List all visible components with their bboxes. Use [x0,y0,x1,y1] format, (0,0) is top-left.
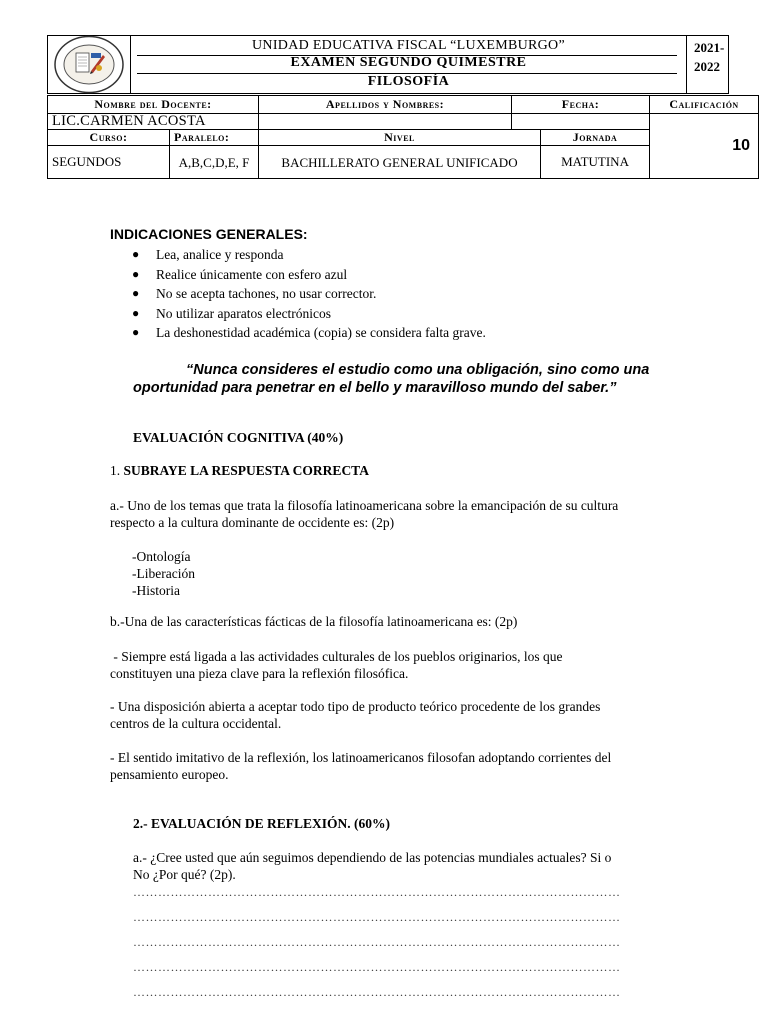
option-b-1[interactable] [110,648,563,682]
option-text: constituyen una pieza clave para la reflexión filosófica. [110,666,409,681]
quote-line-2: oportunidad para penetrar en el bello y maravilloso mundo del saber.” [133,380,617,396]
level-header: Nivel [259,130,541,146]
year-end: 2022 [694,59,720,74]
student-name-field[interactable] [259,114,512,130]
parallel-value: A,B,C,D,E, F [170,146,259,179]
reflection-section-title: 2.- EVALUACIÓN DE REFLEXIÓN. (60%) [133,816,391,831]
option-text: - Una disposición abierta a aceptar todo tipo de producto teórico procedente de los grandes [110,699,601,714]
quote-line-1: “Nunca consideres el estudio como una obligación, sino como una [186,362,650,378]
question-1-number: 1. [110,463,121,478]
parallel-header: Paralelo: [170,130,259,146]
course-header: Curso: [48,130,170,146]
cognitive-section-title: EVALUACIÓN COGNITIVA (40%) [133,430,344,445]
instruction-item: ● Realice únicamente con esfero azul [132,266,348,282]
question-1-title: SUBRAYE LA RESPUESTA CORRECTA [123,463,369,478]
answer-line[interactable]: ……………………………………………………………………………………………………… [133,985,621,999]
exam-title: EXAMEN SEGUNDO QUIMESTRE [290,55,527,70]
question-a-line: respecto a la cultura dominante de occidente es: (2p) [110,515,395,530]
answer-line[interactable]: ……………………………………………………………………………………………………… [133,910,621,924]
option-liberacion[interactable]: -Liberación [132,566,195,581]
option-text: pensamiento europeo. [110,767,229,782]
question-a [110,497,618,531]
answer-line[interactable]: ……………………………………………………………………………………………………… [133,935,621,949]
logo-cell [47,35,131,94]
question-a-line: a.- Uno de los temas que trata la filosofía latinoamericana sobre la emancipación de su cultura [110,498,619,513]
option-text: centros de la cultura occidental. [110,716,282,731]
instructions-title: INDICACIONES GENERALES: [110,226,308,242]
school-name: UNIDAD EDUCATIVA FISCAL “LUXEMBURGO” [252,38,565,53]
date-field[interactable] [512,114,650,130]
instruction-item: ● No utilizar aparatos electrónicos [132,305,332,321]
year-cell [686,35,729,94]
instruction-item: ● La deshonestidad académica (copia) se considera falta grave. [132,325,486,340]
subject-title: FILOSOFÍA [367,74,450,89]
question-b: b.-Una de las características fácticas de la filosofía latinoamericana es: (2p) [110,614,518,629]
answer-lines [133,880,693,1005]
question-1-heading [110,463,369,479]
option-text: - El sentido imitativo de la reflexión, los latinoamericanos filosofan adoptando corrientes del [110,750,612,765]
option-b-3[interactable] [110,749,611,783]
shift-value: MATUTINA [541,146,650,179]
reflection-question-line: a.- ¿Cree usted que aún seguimos dependiendo de las potencias mundiales actuales? Si o [133,850,612,865]
reflection-question-a [133,849,611,883]
year-start: 2021- [694,40,725,55]
grade-header: Calificación [650,96,759,114]
teacher-name-header: Nombre del Docente: [48,96,259,114]
instruction-item: ● No se acepta tachones, no usar corrector. [132,286,377,301]
option-historia[interactable]: -Historia [132,583,180,598]
option-text: - Siempre está ligada a las actividades culturales de los pueblos originarios, los que [110,649,563,664]
date-header: Fecha: [512,96,650,114]
grade-value: 10 [650,114,759,179]
answer-line[interactable]: ……………………………………………………………………………………………………… [133,885,621,899]
reflection-question-line: No ¿Por qué? (2p). [133,867,236,882]
instructions-list [132,245,692,343]
option-b-2[interactable] [110,698,600,732]
course-value: SEGUNDOS [48,146,170,179]
question-a-options [132,548,195,599]
student-name-header: Apellidos y Nombres: [259,96,512,114]
teacher-name: LIC.CARMEN ACOSTA [48,114,259,130]
instruction-item: ● Lea, analice y responda [132,247,284,262]
answer-line[interactable]: ……………………………………………………………………………………………………… [133,960,621,974]
level-value: BACHILLERATO GENERAL UNIFICADO [259,146,541,179]
school-logo [47,35,131,94]
student-info-table [47,95,759,179]
option-ontologia[interactable]: -Ontología [132,549,191,564]
shift-header: Jornada [541,130,650,146]
